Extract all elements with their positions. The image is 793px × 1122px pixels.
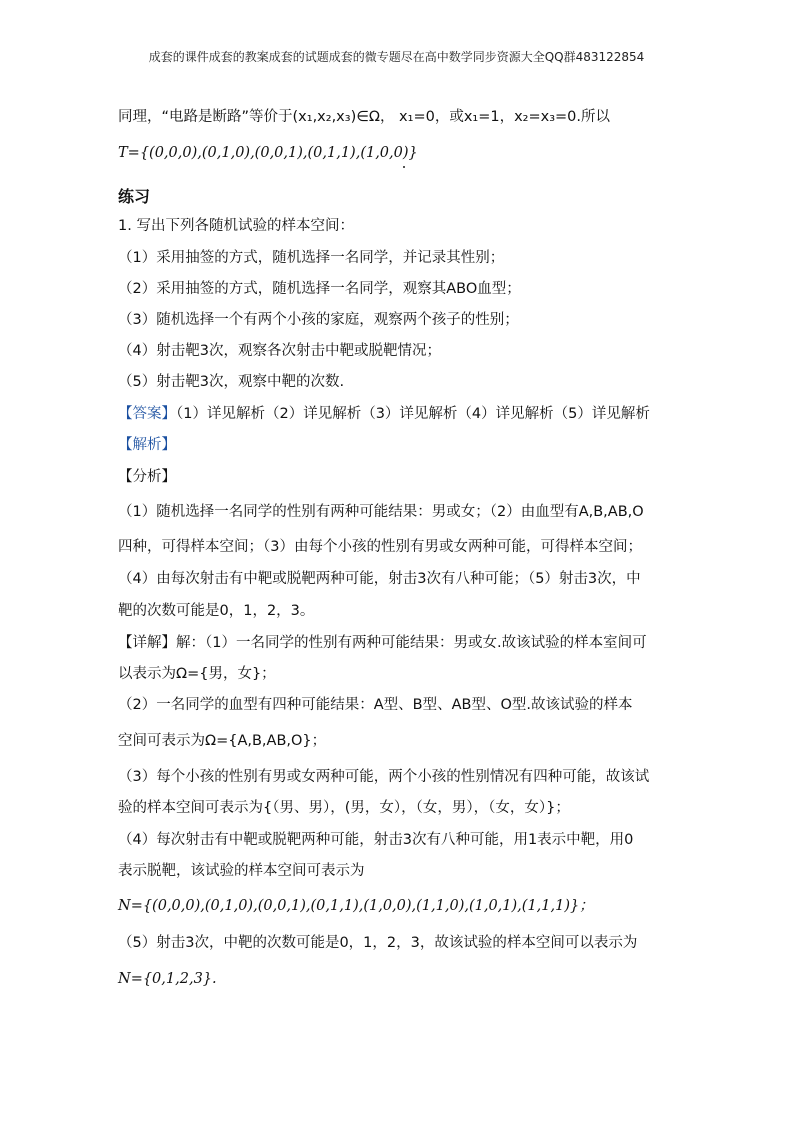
question-item: （2）采用抽签的方式，随机选择一名同学，观察其ABO血型； <box>118 281 521 297</box>
detail-line: （2）一名同学的血型有四种可能结果：A型、B型、AB型、O型.故该试验的样本 <box>118 697 633 713</box>
detail-line: 验的样本空间可表示为{（男、男），(男，女），（女，男），（女，女）}； <box>118 800 570 816</box>
analysis-tag: 【解析】 <box>118 437 176 453</box>
intro-set-t: T={(0,0,0),(0,1,0),(0,0,1),(0,1,1),(1,0,0)} <box>118 145 418 161</box>
detail-line: 以表示为Ω={男，女}； <box>118 666 276 682</box>
detail-line: （3）每个小孩的性别有男或女两种可能，两个小孩的性别情况有四种可能，故该试 <box>118 769 650 785</box>
detail-line: 解：（1）一名同学的性别有两种可能结果：男或女.故该试验的样本室间可 <box>176 635 647 651</box>
detail-line: 空间可表示为Ω={A,B,AB,O}； <box>118 733 327 749</box>
detail-line: 表示脱靶，该试验的样本空间可表示为 <box>118 863 365 879</box>
question-item: （3）随机选择一个有两个小孩的家庭，观察两个孩子的性别； <box>118 312 519 328</box>
detail-line: （4）每次射击有中靶或脱靶两种可能，射击3次有八种可能，用1表示中靶，用0 <box>118 832 634 848</box>
detail-set-n: N={(0,0,0),(0,1,0),(0,0,1),(0,1,1),(1,0,0),(1,1,0),(1,0,1),(1,1,1)}； <box>118 898 594 914</box>
detail-row <box>118 633 647 653</box>
stray-dot <box>403 166 405 168</box>
fenxi-line: 靶的次数可能是0，1，2，3。 <box>118 603 315 619</box>
detail-set-n-count: N={0,1,2,3}. <box>118 971 217 987</box>
detail-tag: 【详解】 <box>118 635 176 651</box>
detail-line: （5）射击3次，中靶的次数可能是0，1，2，3，故该试验的样本空间可以表示为 <box>118 935 638 951</box>
fenxi-line: （4）由每次射击有中靶或脱靶两种可能，射击3次有八种可能；（5）射击3次，中 <box>118 571 641 587</box>
fenxi-line: （1）随机选择一名同学的性别有两种可能结果：男或女；（2）由血型有A,B,AB,O <box>118 504 644 520</box>
answer-row <box>118 404 650 424</box>
section-title: 练习 <box>118 187 151 206</box>
page-header: 成套的课件成套的教案成套的试题成套的微专题尽在高中数学同步资源大全QQ群483122854 <box>148 50 645 64</box>
question-stem: 1. 写出下列各随机试验的样本空间： <box>118 218 354 234</box>
question-item: （5）射击靶3次，观察中靶的次数. <box>118 374 345 390</box>
answer-text: （1）详见解析（2）详见解析（3）详见解析（4）详见解析（5）详见解析 <box>176 406 650 422</box>
question-item: （1）采用抽签的方式，随机选择一名同学，并记录其性别； <box>118 250 505 266</box>
question-item: （4）射击靶3次，观察各次射击中靶或脱靶情况； <box>118 343 441 359</box>
fenxi-line: 四种，可得样本空间；（3）由每个小孩的性别有男或女两种可能，可得样本空间； <box>118 539 642 555</box>
intro-line-1: 同理，“电路是断路”等价于(x₁,x₂,x₃)∈Ω， x₁=0，或x₁=1，x₂=x₃=0.所以 <box>118 109 611 125</box>
fenxi-tag: 【分析】 <box>118 469 176 485</box>
answer-tag: 【答案】 <box>118 406 176 422</box>
